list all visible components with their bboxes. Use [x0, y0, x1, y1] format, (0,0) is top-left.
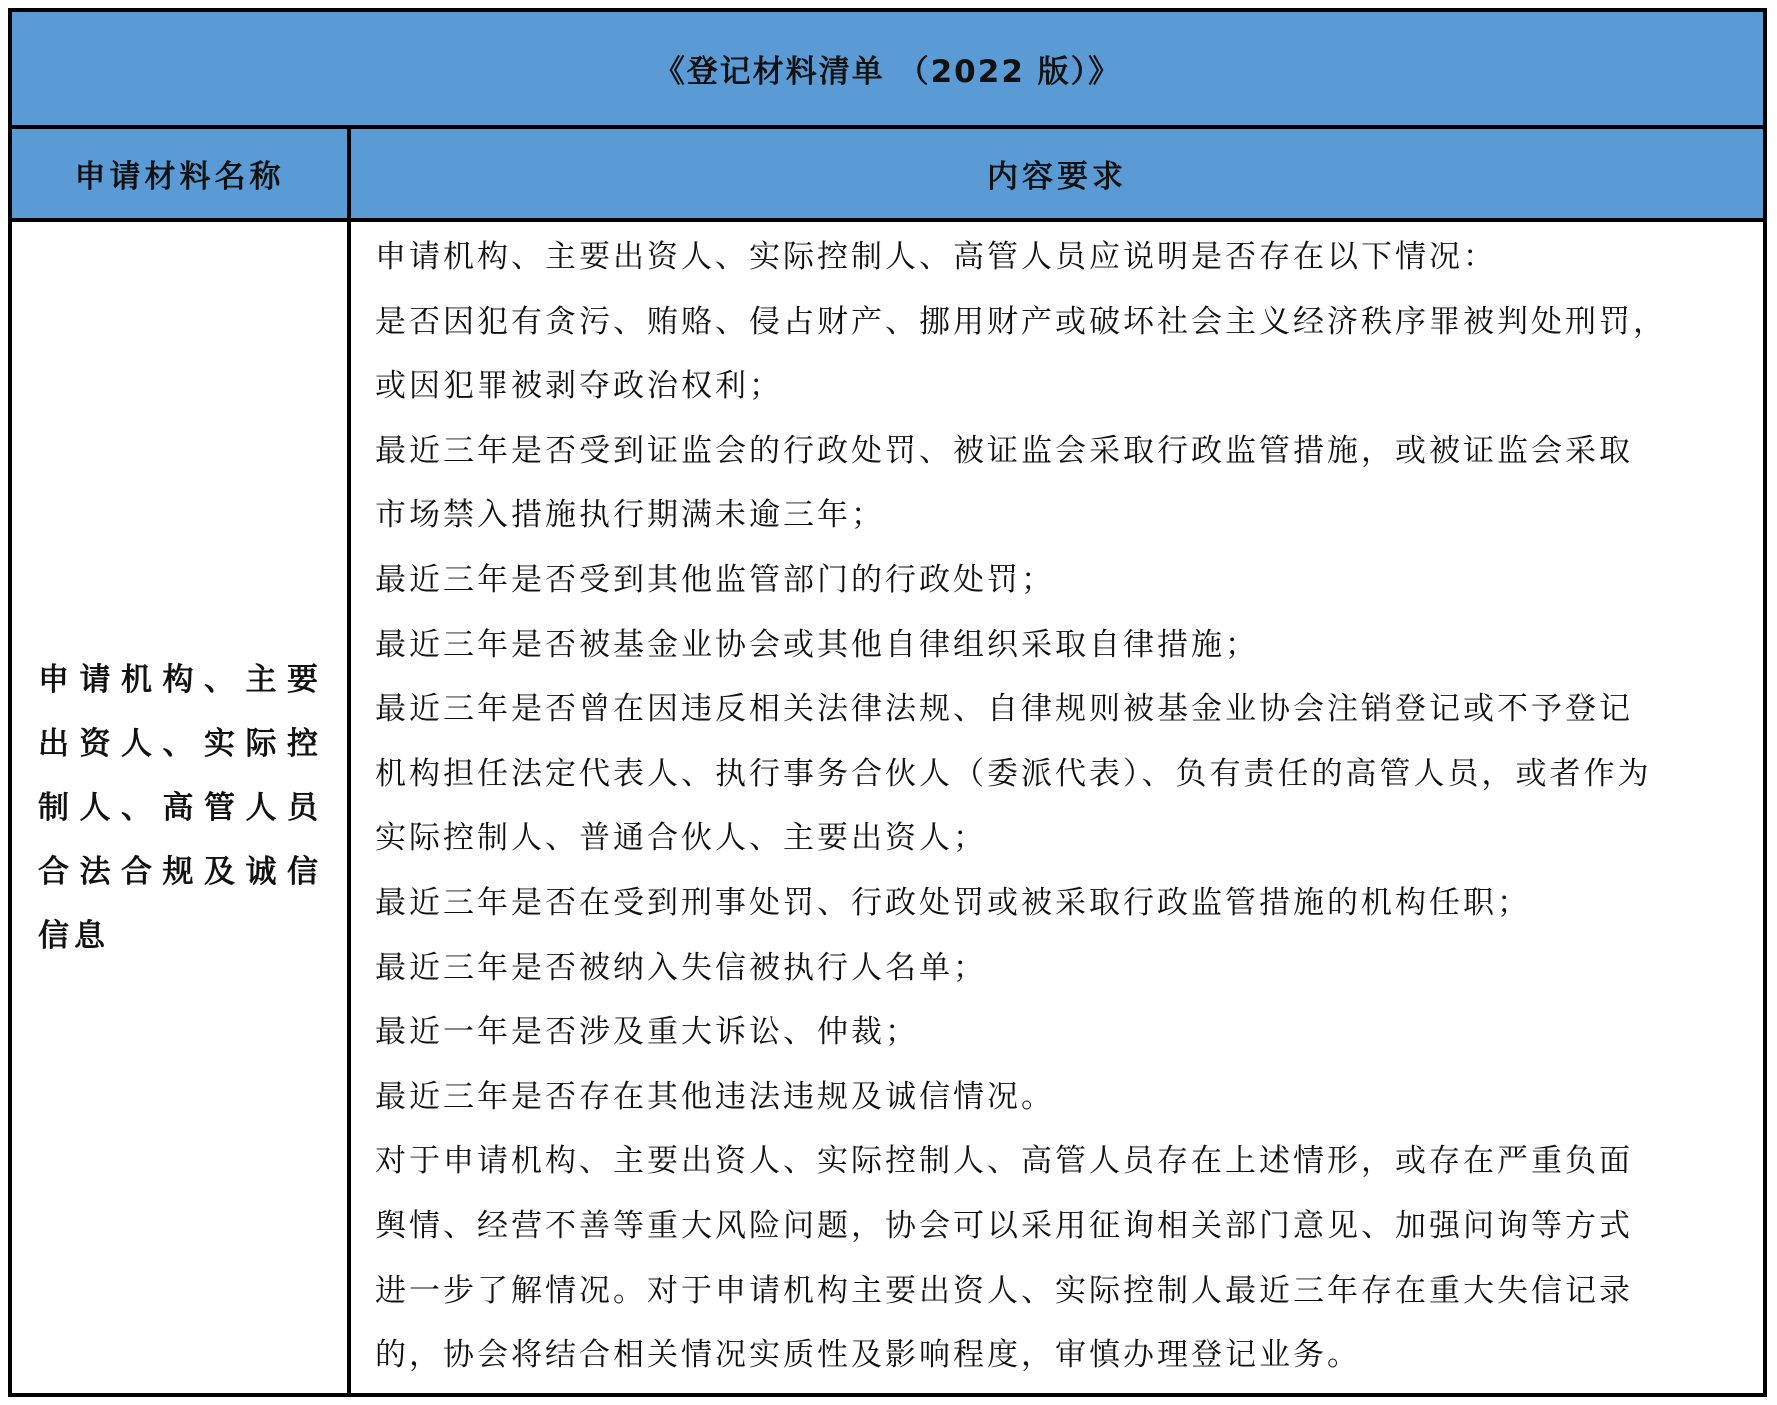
content-line: 申请机构、主要出资人、实际控制人、高管人员应说明是否存在以下情况：	[375, 239, 1497, 275]
content-line: 最近三年是否被纳入失信被执行人名单；	[375, 949, 987, 986]
content-line: 的，协会将结合相关情况实质性及影响程度，审慎办理登记业务。	[375, 1337, 1361, 1374]
content-requirements-cell	[351, 222, 1763, 1393]
content-line: 最近三年是否受到证监会的行政处罚、被证监会采取行政监管措施，或被证监会采取	[375, 432, 1633, 469]
column-header-content-requirements: 内容要求	[351, 129, 1763, 222]
table-title: 《登记材料清单 （2022 版）》	[12, 12, 1763, 129]
content-line: 或因犯罪被剥夺政治权利；	[375, 368, 783, 405]
content-line: 最近三年是否在受到刑事处罚、行政处罚或被采取行政监管措施的机构任职；	[375, 884, 1531, 921]
column-header-material-name: 申请材料名称	[12, 129, 351, 222]
content-line: 对于申请机构、主要出资人、实际控制人、高管人员存在上述情形，或存在严重负面	[375, 1143, 1633, 1180]
content-line: 进一步了解情况。对于申请机构主要出资人、实际控制人最近三年存在重大失信记录	[375, 1272, 1633, 1309]
content-line: 市场禁入措施执行期满未逾三年；	[375, 497, 885, 534]
material-name-cell	[12, 222, 351, 1393]
material-name-text: 申请机构、主要出资人、实际控制人、高管人员合法合规及诚信信息	[38, 661, 323, 954]
content-line: 是否因犯有贪污、贿赂、侵占财产、挪用财产或破坏社会主义经济秩序罪被判处刑罚，	[375, 303, 1667, 340]
materials-table	[8, 8, 1767, 1397]
content-line: 最近一年是否涉及重大诉讼、仲裁；	[375, 1014, 919, 1051]
content-line: 实际控制人、普通合伙人、主要出资人；	[375, 820, 987, 857]
content-line: 最近三年是否受到其他监管部门的行政处罚；	[375, 561, 1055, 598]
content-line: 机构担任法定代表人、执行事务合伙人（委派代表）、负有责任的高管人员，或者作为	[375, 755, 1652, 792]
content-line: 最近三年是否被基金业协会或其他自律组织采取自律措施；	[375, 626, 1259, 663]
content-line: 最近三年是否曾在因违反相关法律法规、自律规则被基金业协会注销登记或不予登记	[375, 691, 1633, 728]
content-line: 最近三年是否存在其他违法违规及诚信情况。	[375, 1078, 1055, 1115]
content-line: 舆情、经营不善等重大风险问题，协会可以采用征询相关部门意见、加强问询等方式	[375, 1207, 1633, 1244]
